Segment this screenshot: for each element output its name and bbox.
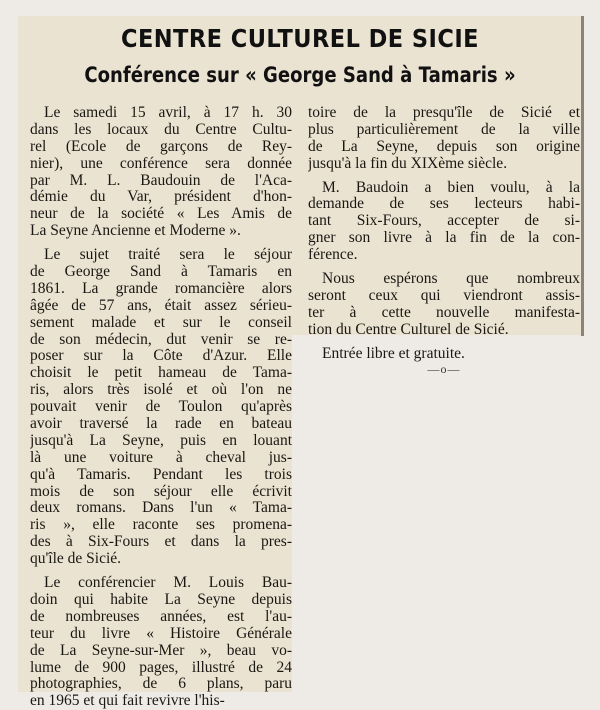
text-line: dans les locaux du Centre Cultu- [30,121,292,138]
text-line: âgée de 57 ans, était assez sérieu- [30,297,292,314]
text-line: jusqu'à La Seyne, puis en louant [30,432,292,449]
background-area [292,335,582,692]
text-line: photographies, de 6 plans, paru [30,676,292,693]
end-separator: —o— [427,362,461,377]
text-line: M. Baudoin a bien voulu, à la [322,179,580,196]
text-line: Le conférencier M. Louis Bau- [44,575,292,592]
headline: CENTRE CULTUREL DE SICIE [120,24,479,53]
text-line: par M. L. Baudouin de l'Aca- [30,172,292,189]
text-line: 1861. La grande romancière alors [30,280,292,297]
text-line: Nous espérons que nombreux [322,271,580,288]
text-line: La Seyne Ancienne et Moderne ». [30,223,241,240]
text-line: en 1965 et qui fait revivre l'his- [30,693,225,710]
text-line: là une voiture à cheval jus- [30,449,292,466]
text-line: ter à cette nouvelle manifesta- [308,304,580,321]
text-line: ris », elle raconte ses promena- [30,517,292,534]
text-line: de son médecin, dut venir se re- [30,331,292,348]
text-line: tion du Centre Culturel de Sicié. [308,321,509,338]
text-line: de George Sand à Tamaris en [30,264,292,281]
paragraph [30,247,292,568]
text-line: plus particulièrement de la ville [308,121,580,138]
text-line: qu'à Tamaris. Pendant les trois [30,466,292,483]
text-line: qu'île de Sicié. [30,551,122,568]
text-line: mois de son séjour elle écrivit [30,483,292,500]
text-line: démie du Var, président d'hon- [30,189,292,206]
paragraph [308,271,580,339]
text-line: seront ceux qui viendront assis- [308,287,580,304]
text-line: Entrée libre et gratuite. [322,345,465,362]
text-line: Le sujet traité sera le séjour [44,247,292,264]
text-line: férence. [308,247,358,264]
text-line: Le samedi 15 avril, à 17 h. 30 [44,105,292,121]
paragraph [308,346,580,363]
subheadline: Conférence sur « George Sand à Tamaris » [84,63,516,87]
text-line: gner son livre à la fin de la con- [308,230,580,247]
text-line: nier), une conférence sera donnée [30,155,292,172]
text-line: teur du livre « Histoire Générale [30,625,292,642]
paragraph-gap [30,568,292,575]
text-line: demande de ses lecteurs habi- [308,196,580,213]
text-line: deux romans. Dans l'un « Tama- [30,500,292,517]
paragraph [30,105,292,240]
text-line: rel (Ecole de garçons de Rey- [30,138,292,155]
paragraph-gap [308,173,580,180]
text-line: doin qui habite La Seyne depuis [30,591,292,608]
text-line: avoir traversé la rade en bateau [30,416,292,433]
text-line: de La Seyne, depuis son origine [308,138,580,155]
text-line: sement malade et sur le conseil [30,314,292,331]
text-line: pouvait venir de Toulon qu'après [30,399,292,416]
paragraph [308,105,580,173]
paragraph [308,180,580,264]
left-column [30,105,292,710]
text-line: choisit le petit hameau de Tama- [30,365,292,382]
text-line: poser sur la Côte d'Azur. Elle [30,348,292,365]
paragraph [30,575,292,710]
text-line: toire de la presqu'île de Sicié et [308,105,580,121]
text-line: de nombreuses années, est l'au- [30,608,292,625]
text-line: lume de 900 pages, illustré de 24 [30,659,292,676]
paragraph-gap [308,339,580,346]
text-line: ris, alors très isolé et où l'on ne [30,382,292,399]
text-line: des à Six-Fours et dans la pres- [30,534,292,551]
text-line: neur de la société « Les Amis de [30,206,292,223]
paragraph-gap [308,264,580,271]
clipping-edge-shadow [581,16,584,336]
text-line: jusqu'à la fin du XIXème siècle. [308,155,508,172]
paragraph-gap [30,240,292,247]
right-column [308,105,580,376]
text-line: de La Seyne-sur-Mer », beau vo- [30,642,292,659]
text-line: tant Six-Fours, accepter de si- [308,213,580,230]
